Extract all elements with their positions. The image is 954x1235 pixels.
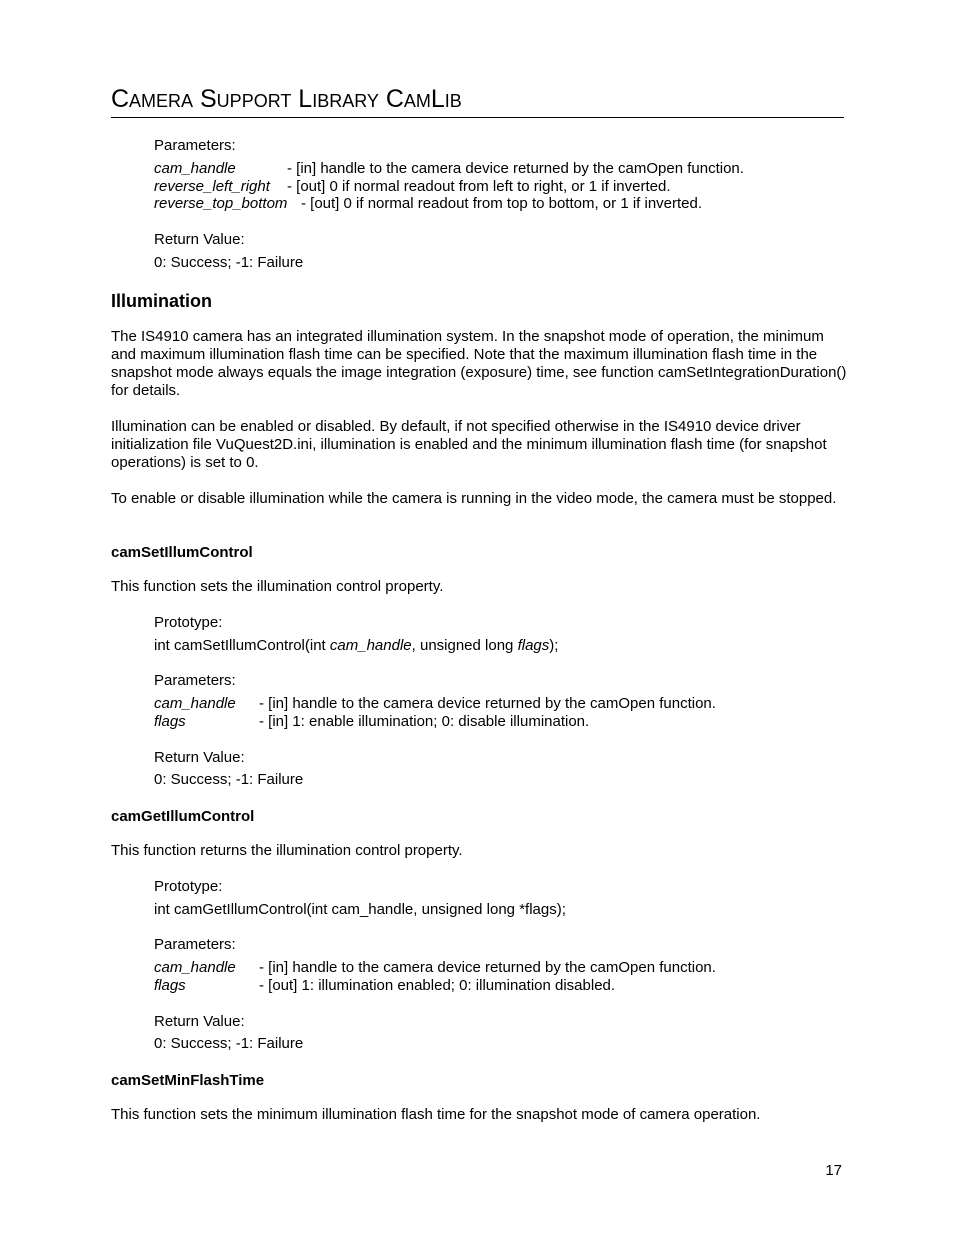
- paragraph: Illumination can be enabled or disabled. By default, if not specified otherwise in the IS4910 device driver initialization file VuQuest2D.ini, illumination is enabled and the minimum illumination flash time (for snapshot operations) is set to 0.: [111, 418, 827, 471]
- param-name: reverse_left_right: [154, 178, 270, 195]
- return-label: Return Value:: [154, 231, 245, 248]
- prototype-label: Prototype:: [154, 878, 223, 895]
- param-name: cam_handle: [154, 695, 236, 712]
- param-desc: - [out] 0 if normal readout from top to bottom, or 1 if inverted.: [301, 195, 703, 212]
- param-name: cam_handle: [154, 160, 236, 177]
- param-desc: - [in] handle to the camera device returned by the camOpen function.: [287, 160, 744, 177]
- param-desc: - [out] 1: illumination enabled; 0: illumination disabled.: [259, 977, 616, 994]
- proto-part: int camSetIllumControl(int: [154, 637, 330, 654]
- return-value: 0: Success; -1: Failure: [154, 1035, 304, 1052]
- return-label: Return Value:: [154, 1013, 245, 1030]
- proto-param: cam_handle: [329, 637, 412, 654]
- param-desc: - [out] 0 if normal readout from left to right, or 1 if inverted.: [287, 178, 671, 195]
- return-value: 0: Success; -1: Failure: [154, 254, 304, 271]
- paragraph: To enable or disable illumination while the camera is running in the video mode, the camera must be stopped.: [111, 490, 837, 507]
- param-desc: - [in] handle to the camera device returned by the camOpen function.: [259, 695, 716, 712]
- param-desc: - [in] 1: enable illumination; 0: disable illumination.: [259, 713, 590, 730]
- prototype-label: Prototype:: [154, 614, 223, 631]
- function-description: This function returns the illumination control property.: [111, 842, 463, 859]
- proto-part: );: [549, 637, 559, 654]
- return-label: Return Value:: [154, 749, 245, 766]
- prototype-signature: [154, 637, 558, 655]
- page-title: Camera Support Library CamLib: [111, 85, 462, 113]
- params-label: Parameters:: [154, 672, 236, 689]
- param-name: cam_handle: [154, 959, 236, 976]
- params-label: Parameters:: [154, 936, 236, 953]
- proto-part: , unsigned long: [411, 637, 518, 654]
- prototype-signature: int camGetIllumControl(int cam_handle, unsigned long *flags);: [154, 901, 566, 918]
- return-value: 0: Success; -1: Failure: [154, 771, 304, 788]
- page-number: 17: [825, 1162, 842, 1179]
- param-name: flags: [154, 977, 186, 994]
- param-name: flags: [154, 713, 186, 730]
- function-heading: camSetIllumControl: [111, 544, 253, 561]
- function-heading: camSetMinFlashTime: [111, 1072, 265, 1089]
- paragraph: The IS4910 camera has an integrated illumination system. In the snapshot mode of operation, the minimum and maximum illumination flash time can be specified. Note that the maximum illumination flash time in the snapshot mode always equals the image integration (exposure) time, see function camSetIntegrationDuration() for details.: [111, 328, 847, 399]
- page-header: [111, 84, 844, 118]
- param-desc: - [in] handle to the camera device returned by the camOpen function.: [259, 959, 716, 976]
- function-heading: camGetIllumControl: [111, 808, 255, 825]
- function-description: This function sets the minimum illumination flash time for the snapshot mode of camera operation.: [111, 1106, 761, 1123]
- proto-param: flags: [517, 637, 550, 654]
- function-description: This function sets the illumination control property.: [111, 578, 444, 595]
- params-label: Parameters:: [154, 137, 236, 154]
- param-name: reverse_top_bottom: [154, 195, 288, 212]
- section-heading-illumination: Illumination: [111, 291, 212, 311]
